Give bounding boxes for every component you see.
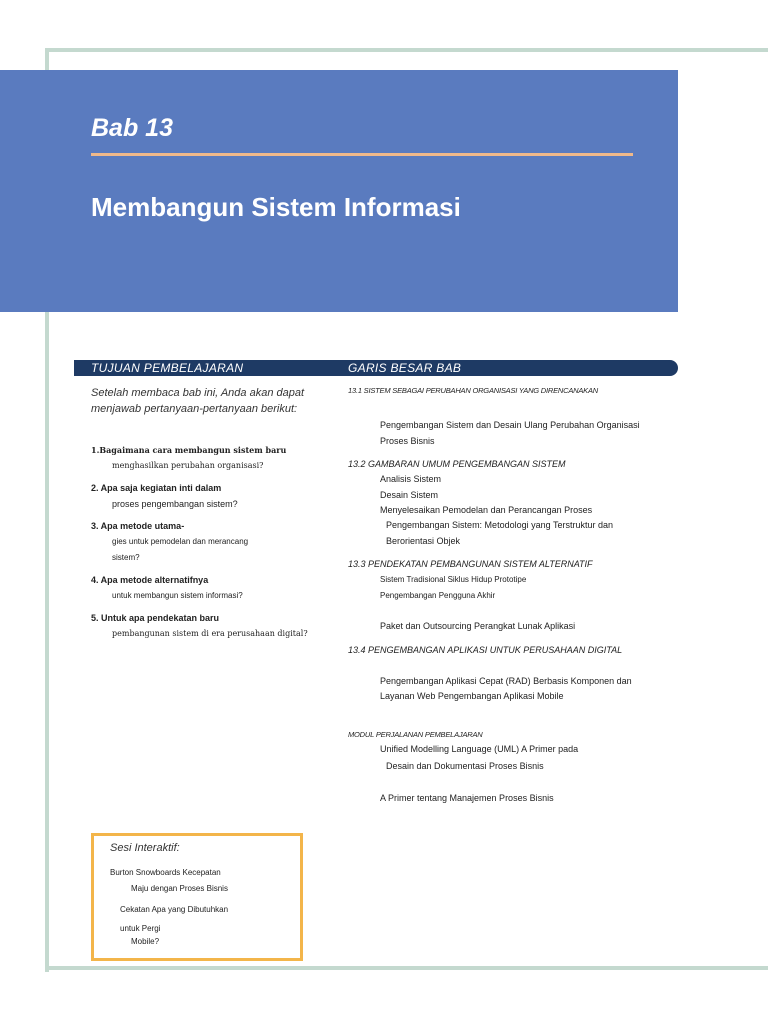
question-1-line-2: menghasilkan perubahan organisasi? (112, 461, 264, 470)
outline-section-modules: MODUL PERJALANAN PEMBELAJARAN (348, 730, 483, 739)
outline-heading: GARIS BESAR BAB (348, 361, 462, 375)
outline-section-13-4: 13.4 PENGEMBANGAN APLIKASI UNTUK PERUSAHAAN DIGITAL (348, 645, 623, 655)
outline-item: Analisis Sistem (380, 474, 442, 484)
interactive-session-item: Maju dengan Proses Bisnis (131, 884, 228, 893)
outline-item: Proses Bisnis (380, 436, 435, 446)
page-frame-bottom (45, 966, 768, 970)
outline-item: Pengembangan Aplikasi Cepat (RAD) Berbasis Komponen dan (380, 676, 632, 686)
question-4-line-2: untuk membangun sistem informasi? (112, 591, 243, 600)
interactive-session-title: Sesi Interaktif: (110, 842, 180, 854)
outline-item: Desain dan Dokumentasi Proses Bisnis (386, 761, 544, 771)
interactive-session-item: Cekatan Apa yang Dibutuhkan (120, 905, 229, 914)
objectives-intro-line-2: menjawab pertanyaan-pertanyaan berikut: (91, 403, 298, 415)
chapter-banner (0, 70, 678, 312)
outline-section-13-3: 13.3 PENDEKATAN PEMBANGUNAN SISTEM ALTERNATIF (348, 559, 593, 569)
outline-item: Berorientasi Objek (386, 536, 461, 546)
outline-item: Sistem Tradisional Siklus Hidup Prototipe (380, 575, 527, 584)
question-4-line-1: 4. Apa metode alternatifnya (91, 575, 209, 585)
objectives-intro-line-1: Setelah membaca bab ini, Anda akan dapat (91, 387, 305, 399)
question-2-line-1: 2. Apa saja kegiatan inti dalam (91, 483, 222, 493)
outline-section-13-1: 13.1 SISTEM SEBAGAI PERUBAHAN ORGANISASI YANG DIRENCANAKAN (348, 386, 599, 395)
outline-item: Unified Modelling Language (UML) A Primer pada (380, 744, 579, 754)
outline-item: Pengembangan Pengguna Akhir (380, 591, 496, 600)
outline-section-13-2: 13.2 GAMBARAN UMUM PENGEMBANGAN SISTEM (348, 459, 566, 469)
page-frame-top (45, 48, 768, 52)
interactive-session-item: untuk Pergi (120, 924, 161, 933)
outline-item: A Primer tentang Manajemen Proses Bisnis (380, 793, 554, 803)
interactive-session-item: Mobile? (131, 937, 160, 946)
outline-item: Layanan Web Pengembangan Aplikasi Mobile (380, 691, 564, 701)
question-3-line-2: gies untuk pemodelan dan merancang (112, 537, 249, 546)
question-2-line-2: proses pengembangan sistem? (112, 499, 238, 509)
outline-item: Desain Sistem (380, 490, 439, 500)
question-1-line-1: 1.Bagaimana cara membangun sistem baru (91, 445, 287, 455)
question-3-line-1: 3. Apa metode utama- (91, 521, 185, 531)
question-3-line-3: sistem? (112, 553, 140, 562)
outline-item: Pengembangan Sistem: Metodologi yang Terstruktur dan (386, 520, 613, 530)
interactive-session-item: Burton Snowboards Kecepatan (110, 868, 221, 877)
outline-item: Paket dan Outsourcing Perangkat Lunak Aplikasi (380, 621, 576, 631)
banner-divider (91, 153, 633, 156)
chapter-number: Bab 13 (91, 114, 173, 142)
objectives-heading: TUJUAN PEMBELAJARAN (91, 361, 244, 375)
question-5-line-1: 5. Untuk apa pendekatan baru (91, 613, 220, 623)
outline-item: Menyelesaikan Pemodelan dan Perancangan Proses (380, 505, 593, 515)
question-5-line-2: pembangunan sistem di era perusahaan digital? (112, 629, 308, 638)
outline-item: Pengembangan Sistem dan Desain Ulang Perubahan Organisasi (380, 420, 640, 430)
chapter-title: Membangun Sistem Informasi (91, 192, 461, 222)
